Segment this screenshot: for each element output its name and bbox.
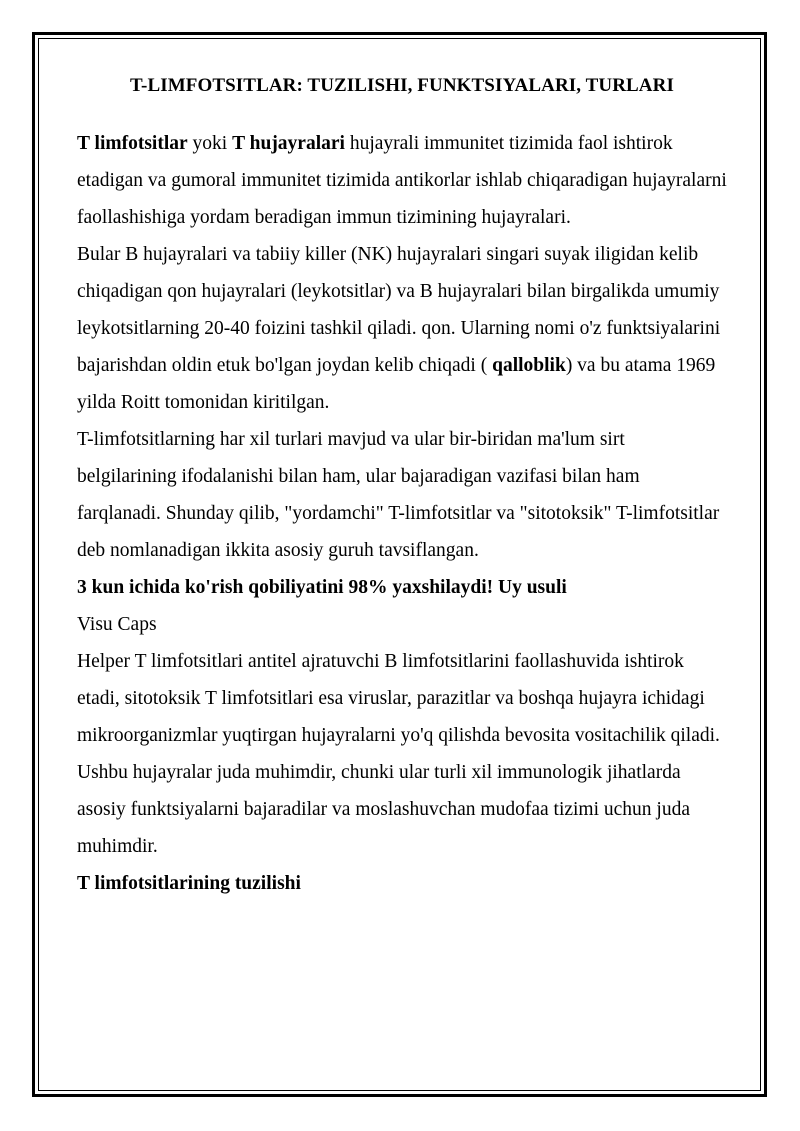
- paragraph-intro: [77, 125, 727, 236]
- paragraph-importance: Ushbu hujayralar juda muhimdir, chunki ular turli xil immunologik jihatlarda asosiy funktsiyalarni bajaradilar va moslashuvchan mudofaa tizimi uchun juda muhimdir.: [77, 762, 690, 857]
- promo-product-link[interactable]: Visu Caps: [77, 614, 157, 635]
- text-segment: Bular B hujayralari va tabiiy killer (NK) hujayralari singari suyak iligidan kelib chiqadigan qon hujayralari (leykotsitlar) va B hujayralari bilan birgalikda umumiy leykotsitlarning 20-40 foizini tashkil qiladi. qon. Ularning nomi o'z funktsiyalarini bajarishdan oldin etuk bo'lgan joydan kelib chiqadi (: [77, 244, 721, 376]
- term-t-limfotsitlar: T limfotsitlar: [77, 133, 188, 154]
- paragraph-types: T-limfotsitlarning har xil turlari mavjud va ular bir-biridan ma'lum sirt belgilarining ifodalanishi bilan ham, ular bajaradigan vazifasi bilan ham farqlanadi. Shunday qilib, "yordamchi" T-limfotsitlar va "sitotoksik" T-limfotsitlar deb nomlanadigan ikkita asosiy guruh tavsiflangan.: [77, 429, 720, 561]
- text-segment: yoki: [187, 133, 233, 154]
- text-segment: hujayrali immunitet tizimida faol ishtirok etadigan va gumoral immunitet tizimida antikorlar ishlab chiqaradigan hujayralarni faollashishiga yordam beradigan immun tizimining hujayralari.: [77, 133, 727, 228]
- paragraph-functions: Helper T limfotsitlari antitel ajratuvchi B limfotsitlarini faollashuvida ishtirok etadi, sitotoksik T limfotsitlari esa viruslar, parazitlar va boshqa hujayra ichidagi mikroorganizmlar yuqtirgan hujayralarni yo'q qilishda bevosita vositachilik qiladi.: [77, 651, 720, 746]
- promo-heading-link[interactable]: 3 kun ichida ko'rish qobiliyatini 98% yaxshilaydi! Uy usuli: [77, 577, 567, 598]
- term-qalloblik: qalloblik: [492, 355, 566, 376]
- document-body: [77, 75, 727, 902]
- section-heading: T limfotsitlarining tuzilishi: [77, 873, 301, 894]
- text-segment: ) va bu atama 1969 yilda Roitt tomonidan kiritilgan.: [77, 355, 716, 413]
- document-title: T-LIMFOTSITLAR: TUZILISHI, FUNKTSIYALARI, TURLARI: [130, 75, 674, 96]
- paragraph-origin: [77, 236, 727, 421]
- term-t-hujayralari: T hujayralari: [232, 133, 345, 154]
